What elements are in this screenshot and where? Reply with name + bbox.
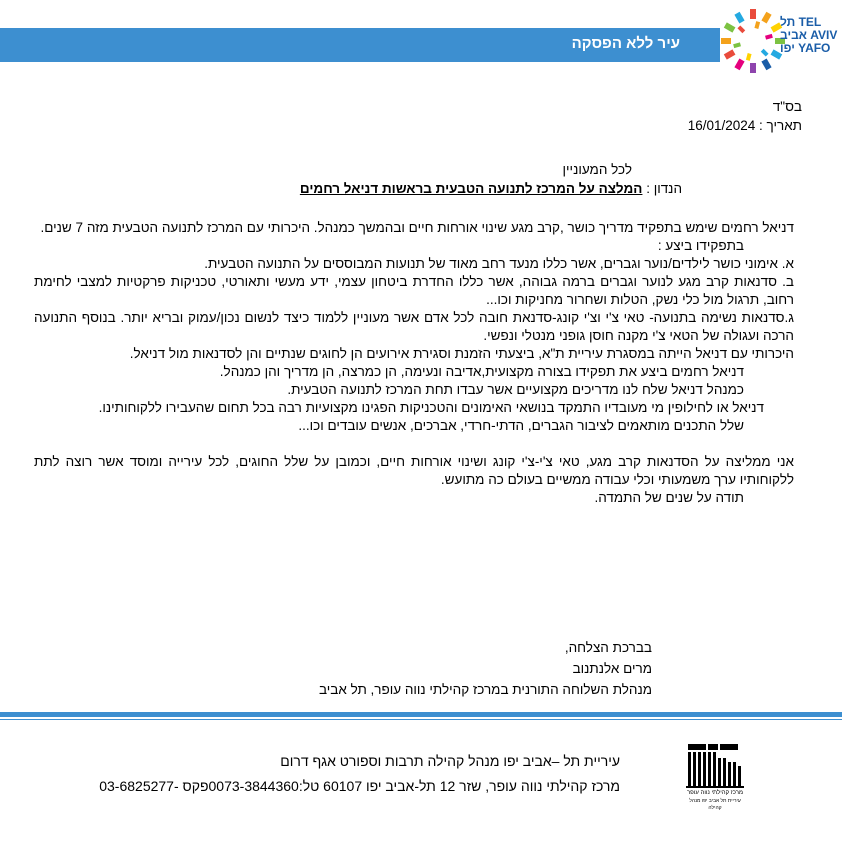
tel-aviv-logo — [718, 6, 842, 76]
signature-block — [152, 637, 652, 700]
subject-label: הנדון : — [642, 181, 682, 196]
spacer — [34, 435, 794, 453]
logo-line-3: יפו YAFO — [780, 41, 831, 55]
signer-title: מנהלת השלוחה התורנית במרכז קהילתי נווה עופר, תל אביב — [318, 682, 652, 697]
logo-caption-sub: עיריית תל אביב יפו מנהל קהילה — [689, 798, 741, 811]
footer-divider-thin — [0, 719, 842, 720]
subject-text: המלצה על המרכז לתנועה הטבעית בראשות דניאל רחמים — [299, 181, 643, 196]
paragraph-performance: דניאל רחמים ביצע את תפקידו בצורה מקצועית,אדיבה ונעימה, הן כמרצה, הן מדריך והן כמנהל. — [219, 364, 744, 379]
logo-line-1: תל TEL — [780, 15, 822, 29]
header-band — [0, 28, 720, 62]
footer-contact: מרכז קהילתי נווה עופר, שזר 12 תל-אביב יפו 60107 טל:0073-3844360פקס -03-6825277 — [99, 778, 620, 794]
duty-item-a: א. אימוני כושר לילדים/נוער וגברים, אשר כללו מנעד רחב מאוד של תנועות המבוססים על התנועה הטבעית. — [204, 256, 794, 271]
footer-divider — [0, 712, 842, 717]
paragraph-content: שלל התכנים מותאמים לציבור הגברים, הדתי-חרדי, אברכים, אנשים עובדים וכו... — [298, 418, 744, 433]
footer-municipality: עיריית תל –אביב יפו מנהל קהילה תרבות וספורט אגף דרום — [280, 753, 620, 769]
paragraph-intro: דניאל רחמים שימש בתפקיד מדריך כושר ,קרב מגע שינוי אורחות חיים ובהמשך כמנהל. היכרותי עם המרכז לתנועה הטבעית מזה 7 שנים. — [40, 220, 794, 235]
paragraph-acquaintance: היכרותי עם דניאל הייתה במסגרת עיריית ת"א, ביצעתי הזמנת וסגירת אירועים הן לחוגים שנתיים והן לסדנאות מול דניאל. — [129, 346, 794, 361]
building-icon — [684, 742, 746, 790]
bsd-mark: בס"ד — [772, 99, 802, 114]
logo-city-name — [780, 16, 840, 55]
logo-line-2: אביב AVIV — [780, 28, 838, 42]
letter-recipient: לכל המעוניין — [562, 162, 632, 177]
paragraph-instructors: כמנהל דניאל שלח לנו מדריכים מקצועיים אשר עבדו תחת המרכז לתנועה הטבעית. — [287, 382, 744, 397]
community-center-logo — [684, 742, 746, 811]
paragraph-duties-title: בתפקידו ביצע : — [657, 238, 744, 253]
logo-caption: מרכז קהילתי נווה עופר — [686, 790, 744, 796]
paragraph-recommendation: אני ממליצה על הסדנאות קרב מגע, טאי צ'י-צ'י קונג ושינוי אורחות חיים, וכמובן על שלל החוגים, לכל עירייה ומוסד אשר רוצה לתת ללקוחותיו ערך משמעותי וכלי עבודה ממשיים בעולם כה מתועש. — [34, 454, 794, 487]
greeting: בברכת הצלחה, — [564, 640, 652, 655]
paragraph-thanks: תודה על שנים של התמדה. — [594, 490, 744, 505]
footer-address — [20, 749, 620, 799]
colorful-burst-icon — [718, 6, 788, 76]
city-slogan: עיר ללא הפסקה — [571, 35, 680, 52]
signer-name: מרים אלנתנוב — [572, 661, 652, 676]
duty-item-g: ג.סדנאות נשימה בתנועה- טאי צ'י וצ'י קונג-סדנאת חובה לכל אדם אשר מעוניין ללמוד כיצד לנשום נכון/עמוק ובריא יותר. בנוסף התנועה הרכה ועגולה של הטאי צ'י מקנה חוסן גופני מנטלי ונפשי. — [34, 310, 794, 343]
duty-item-b: ב. סדנאות קרב מגע לנוער וגברים ברמה גבוהה, אשר כללו החדרת ביטחון עצמי, ידע מעשי ותאורטי, טכניקות פרקטיות למצבי לחימת רחוב, תרגול מול כלי נשק, הטלות ושחרור מחניקות וכו... — [34, 274, 794, 307]
paragraph-professionalism: דניאל או לחילופין מי מעובדיו התמקד בנושאי האימונים והטכניקות הפגינו מקצועיות רבה בכל תחום שהעבירו ללקוחותינו. — [98, 400, 764, 415]
letter-subject-line — [300, 180, 682, 197]
letter-body — [34, 219, 794, 507]
letter-date: תאריך : 16/01/2024 — [687, 118, 802, 133]
